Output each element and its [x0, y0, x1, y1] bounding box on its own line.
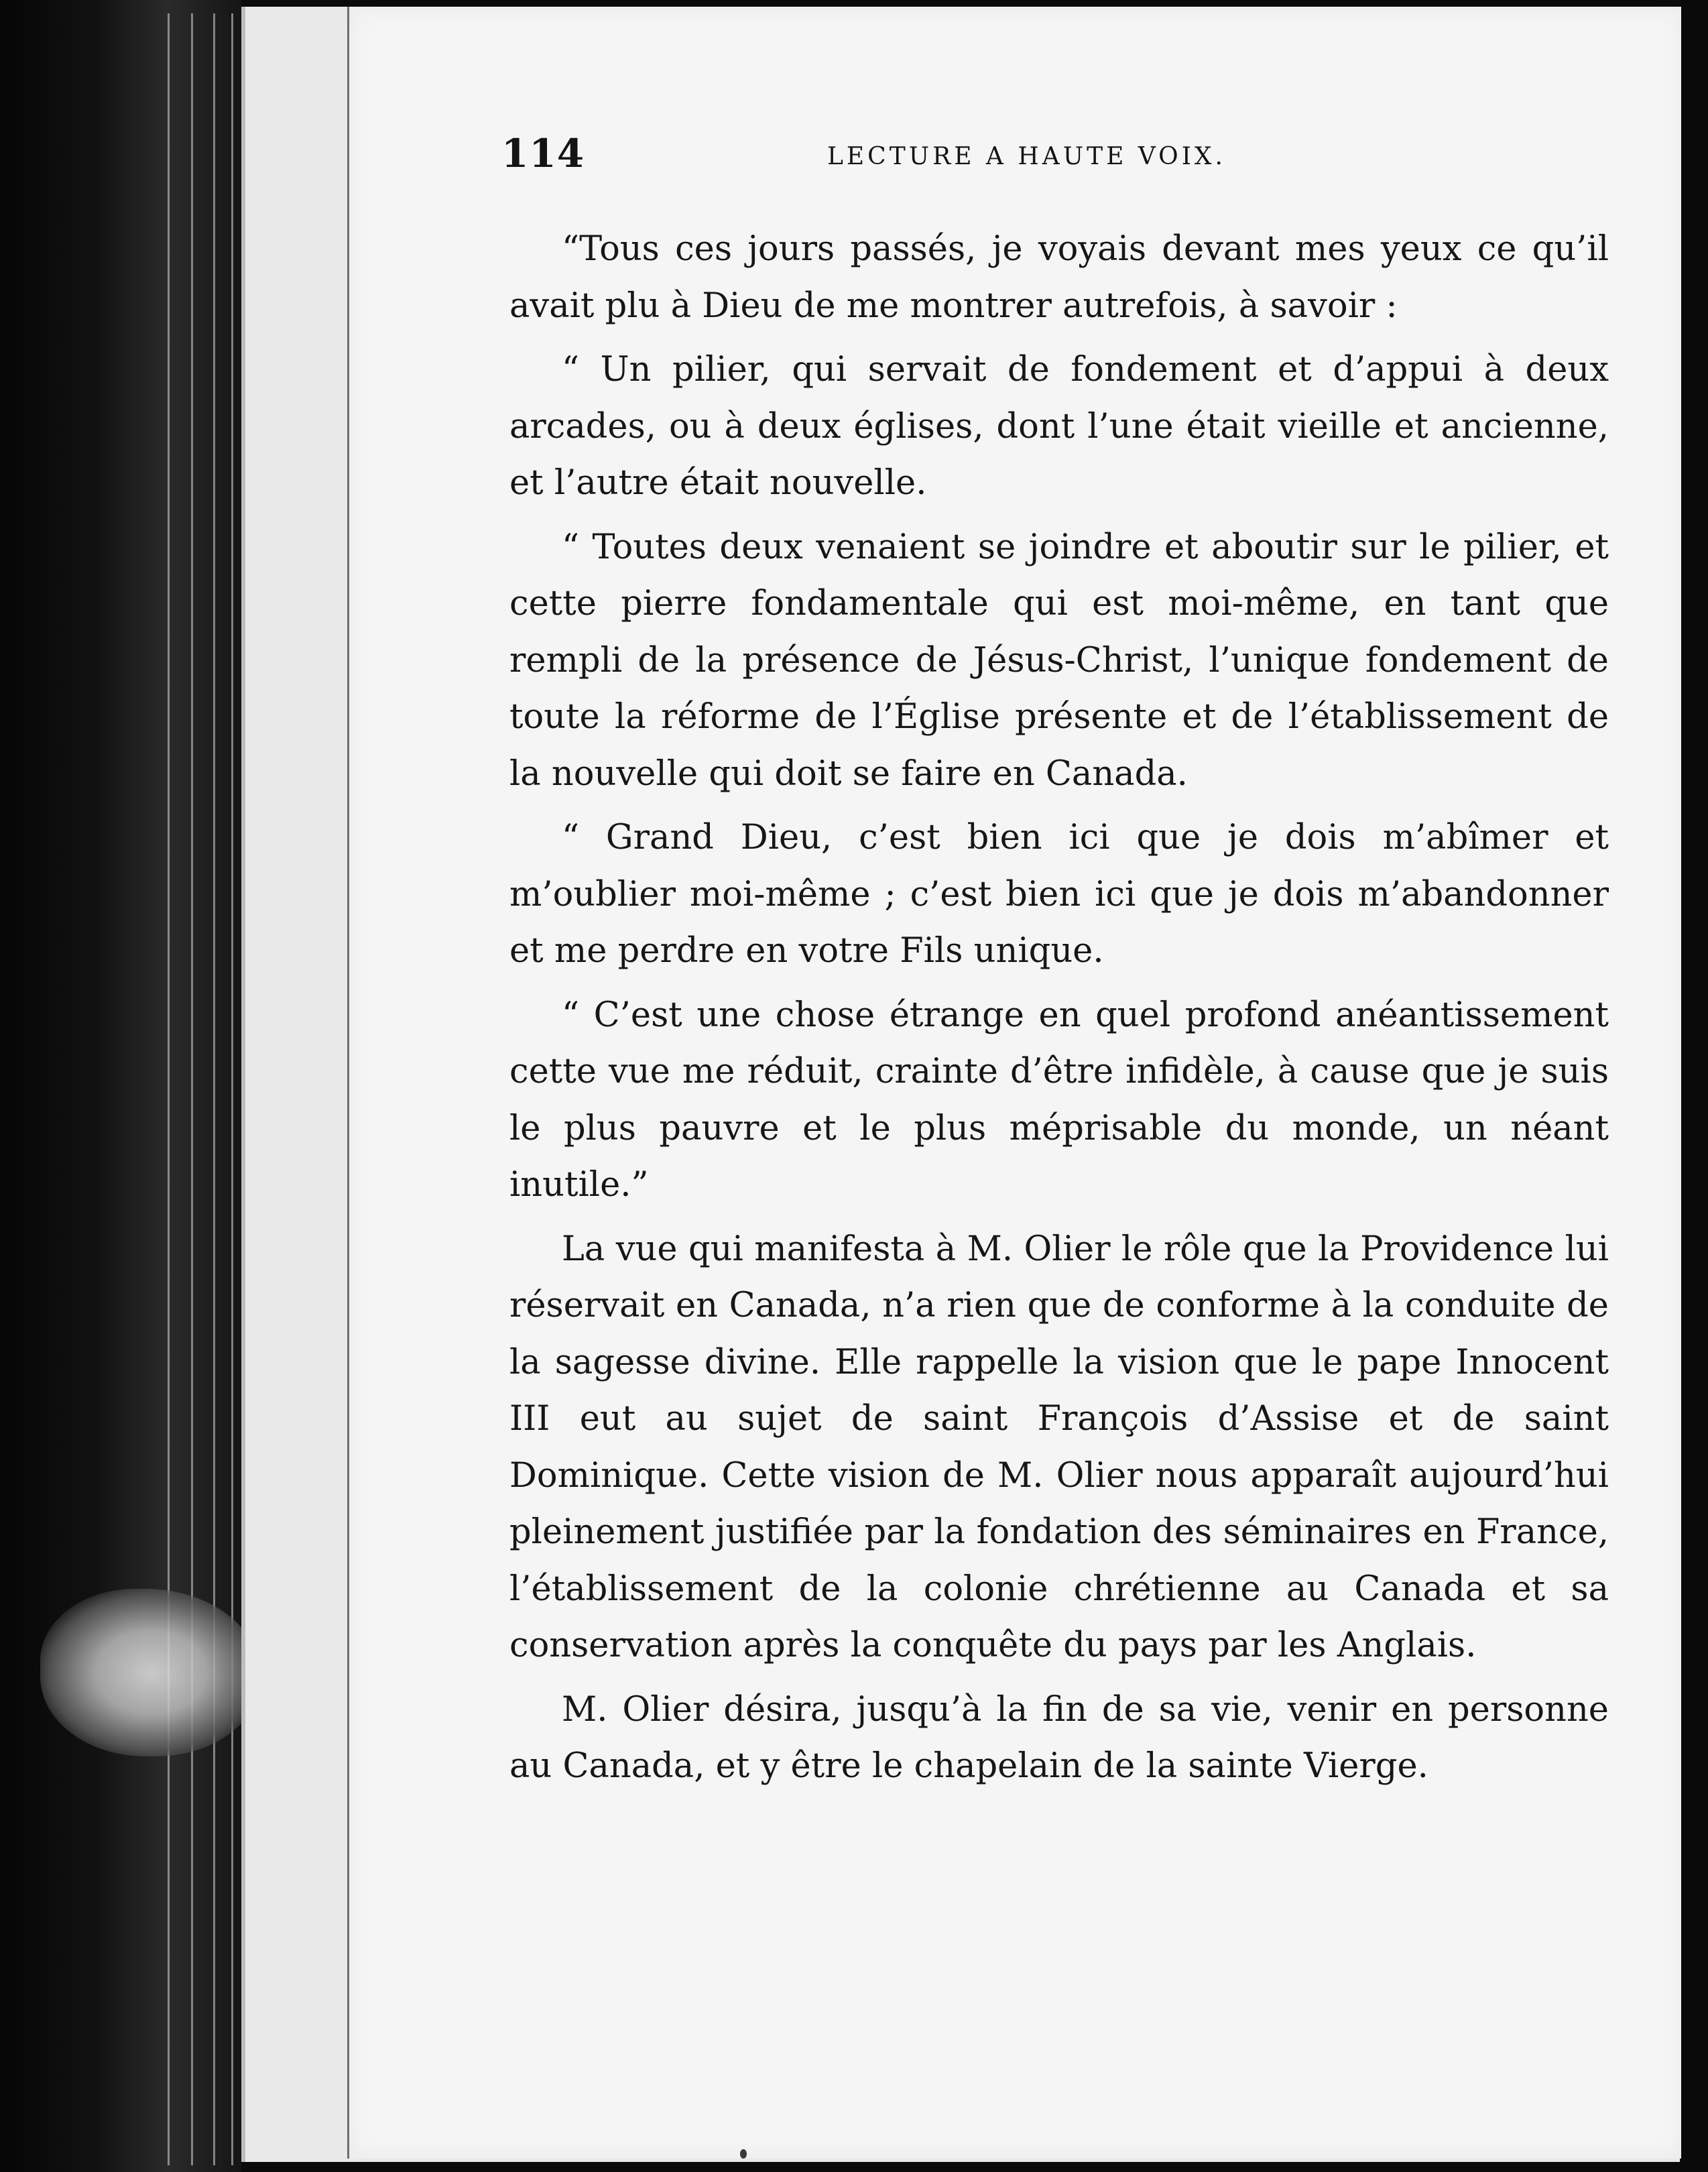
paragraph: “ Toutes deux venaient se joindre et aboutir sur le pilier, et cette pierre fondamentale qui est moi-même, en tant que rempli de la présence de Jésus-Christ, l’unique fondement de toute la réforme de l’Église présente et de l’établissement de la nouvelle qui doit se faire en Canada. [509, 527, 1609, 794]
page-edge-line [231, 13, 233, 2165]
page-number: 114 [501, 131, 585, 176]
scan-right-border [1681, 0, 1708, 2172]
paragraph: “Tous ces jours passés, je voyais devant mes yeux ce qu’il avait plu à Dieu de me montrer autrefois, à savoir : [509, 229, 1609, 326]
page-edge-line [168, 13, 170, 2165]
body-text [509, 221, 1609, 1803]
page-edge-line [213, 13, 215, 2165]
scan-speck [740, 2149, 747, 2159]
paragraph: M. Olier désira, jusqu’à la fin de sa vie, venir en personne au Canada, et y être le chapelain de la sainte Vierge. [509, 1689, 1609, 1786]
paragraph: La vue qui manifesta à M. Olier le rôle que la Providence lui réservait en Canada, n’a rien que de conforme à la conduite de la sagesse divine. Elle rappelle la vision que le pape Innocent III eut au sujet de saint François d’Assise et de saint Dominique. Cette vision de M. Olier nous apparaît aujourd’hui pleinement justifiée par la fondation des séminaires en France, l’établissement de la colonie chrétienne au Canada et sa conservation après la conquête du pays par les Anglais. [509, 1229, 1609, 1665]
running-head: LECTURE A HAUTE VOIX. [827, 143, 1226, 170]
paragraph: “ Grand Dieu, c’est bien ici que je dois m’abîmer et m’oublier moi-même ; c’est bien ici que je dois m’abandonner et me perdre en votre Fils unique. [509, 818, 1609, 971]
book-binding-edge [0, 0, 241, 2172]
paragraph: “ C’est une chose étrange en quel profond anéantissement cette vue me réduit, crainte d’être infidèle, à cause que je suis le plus pauvre et le plus méprisable du monde, un néant inutile.” [509, 995, 1609, 1205]
page-header [501, 131, 1299, 178]
paragraph: “ Un pilier, qui servait de fondement et d’appui à deux arcades, ou à deux églises, dont l’une était vieille et ancienne, et l’autre était nouvelle. [509, 350, 1609, 503]
page-edge-line [191, 13, 193, 2165]
